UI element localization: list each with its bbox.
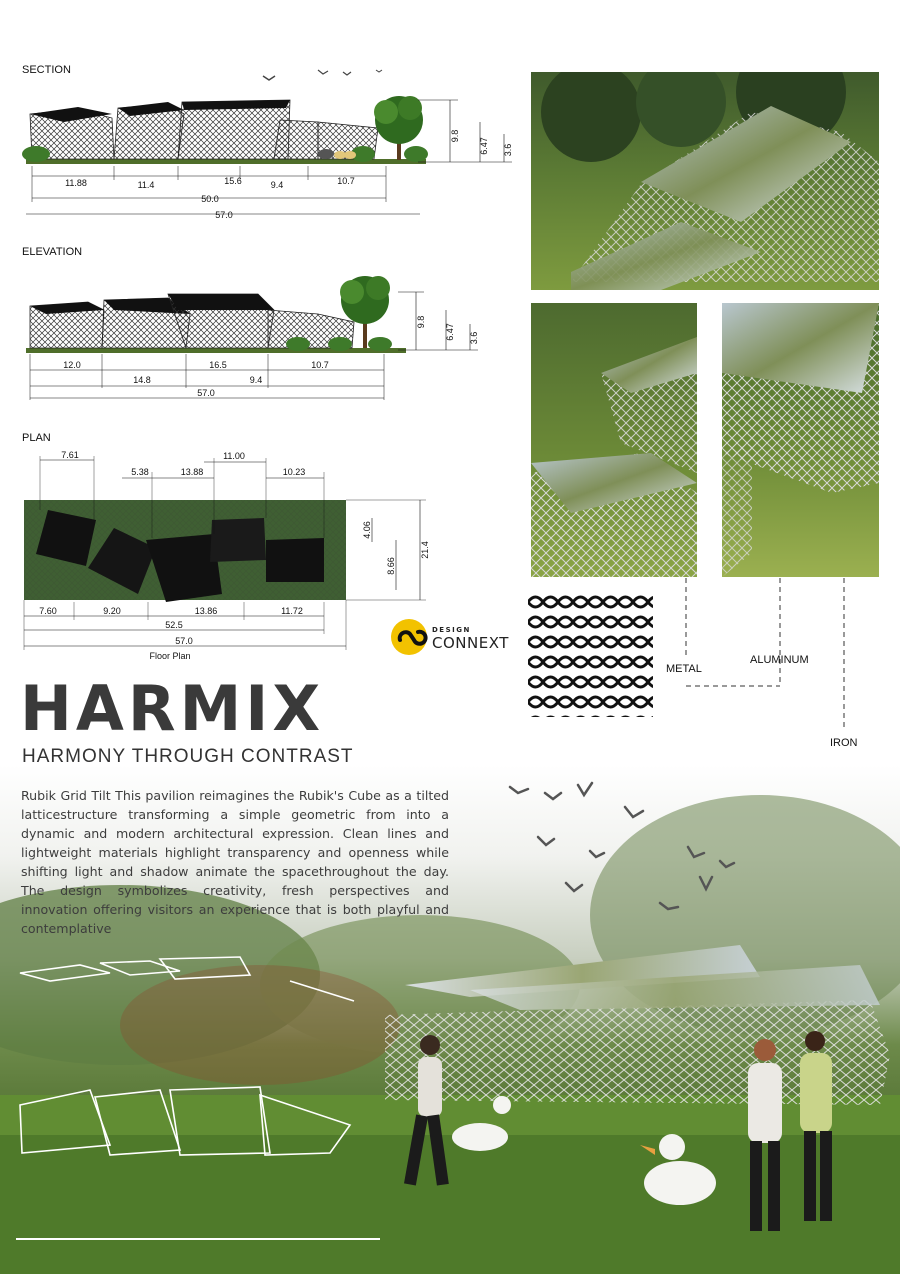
plan-bottom-dim-1: 7.60 <box>39 606 57 616</box>
elevation-height-1: 9.8 <box>416 315 426 329</box>
plan-bottom-dim-2: 9.20 <box>103 606 121 616</box>
logo-big-text: CONNEXT <box>432 634 509 652</box>
plan-side-dim-2: 8.66 <box>386 557 396 575</box>
plan-total: 57.0 <box>175 636 193 646</box>
render-bottom-left-illustration <box>531 303 697 577</box>
plan-caption: Floor Plan <box>149 651 191 661</box>
section-width-1: 11.88 <box>65 178 87 188</box>
plan-top-dim-2: 5.38 <box>131 467 149 477</box>
material-label-metal: METAL <box>666 663 702 675</box>
section-drawing <box>18 62 518 227</box>
section-width-2: 11.4 <box>137 180 155 190</box>
metal-mesh-sample <box>528 592 653 717</box>
render-bottom-left <box>531 303 697 577</box>
render-bottom-right <box>722 303 879 577</box>
plan-top-dim-3: 13.88 <box>180 467 204 477</box>
elevation-total: 57.0 <box>197 388 215 398</box>
elevation-width-5: 9.4 <box>249 375 263 385</box>
plan-label: PLAN <box>22 432 51 444</box>
render-bottom-right-illustration <box>722 303 879 577</box>
section-total-mid: 50.0 <box>201 194 219 204</box>
section-width-4: 9.4 <box>270 180 284 190</box>
elevation-width-3: 10.7 <box>311 360 329 370</box>
section-height-3: 3.6 <box>503 143 513 157</box>
page-subtitle: HARMONY THROUGH CONTRAST <box>22 746 354 767</box>
plan-side-dim-1: 4.06 <box>362 521 372 539</box>
plan-top-dim-4: 11.00 <box>223 451 245 461</box>
elevation-width-4: 14.8 <box>133 375 151 385</box>
material-label-iron: IRON <box>830 737 858 749</box>
design-connext-logo <box>390 618 520 656</box>
section-total: 57.0 <box>215 210 233 220</box>
plan-bottom-dim-3: 13.86 <box>194 606 218 616</box>
project-description: Rubik Grid Tilt This pavilion reimagines the Rubik's Cube as a tilted latticestructure transforming a simple geometric from into a dynamic and modern architectural expression. Clean lines and lightweight materials highlight transparency and openness while shifting light and shadow animate the spacethroughout the day. The design symbolizes creativity, fresh perspectives and innovation offering visitors an experience that is both playful and contemplative <box>21 788 449 936</box>
render-top <box>531 72 879 290</box>
elevation-width-1: 12.0 <box>63 360 81 370</box>
material-label-aluminum: ALUMINUM <box>750 654 809 666</box>
elevation-width-2: 16.5 <box>209 360 227 370</box>
plan-total-mid: 52.5 <box>165 620 183 630</box>
elevation-label: ELEVATION <box>22 246 83 258</box>
elevation-height-3: 3.6 <box>469 331 479 345</box>
page-title: HARMIX <box>20 672 325 745</box>
elevation-height-2: 6.47 <box>445 323 455 341</box>
render-top-illustration <box>531 72 879 290</box>
plan-drawing <box>18 448 438 668</box>
section-label: SECTION <box>22 64 71 76</box>
section-height-1: 9.8 <box>450 129 460 143</box>
plan-bottom-dim-4: 11.72 <box>281 606 303 616</box>
plan-side-dim-3: 21.4 <box>420 541 430 559</box>
plan-top-dim-1: 7.61 <box>61 450 79 460</box>
elevation-drawing <box>18 258 518 403</box>
section-width-3: 15.6 <box>224 176 242 186</box>
plan-top-dim-5: 10.23 <box>282 467 306 477</box>
logo-small-text: DESIGN <box>432 626 471 634</box>
logo-mark-icon <box>390 618 428 656</box>
section-height-2: 6.47 <box>479 137 489 155</box>
section-width-5: 10.7 <box>337 176 355 186</box>
